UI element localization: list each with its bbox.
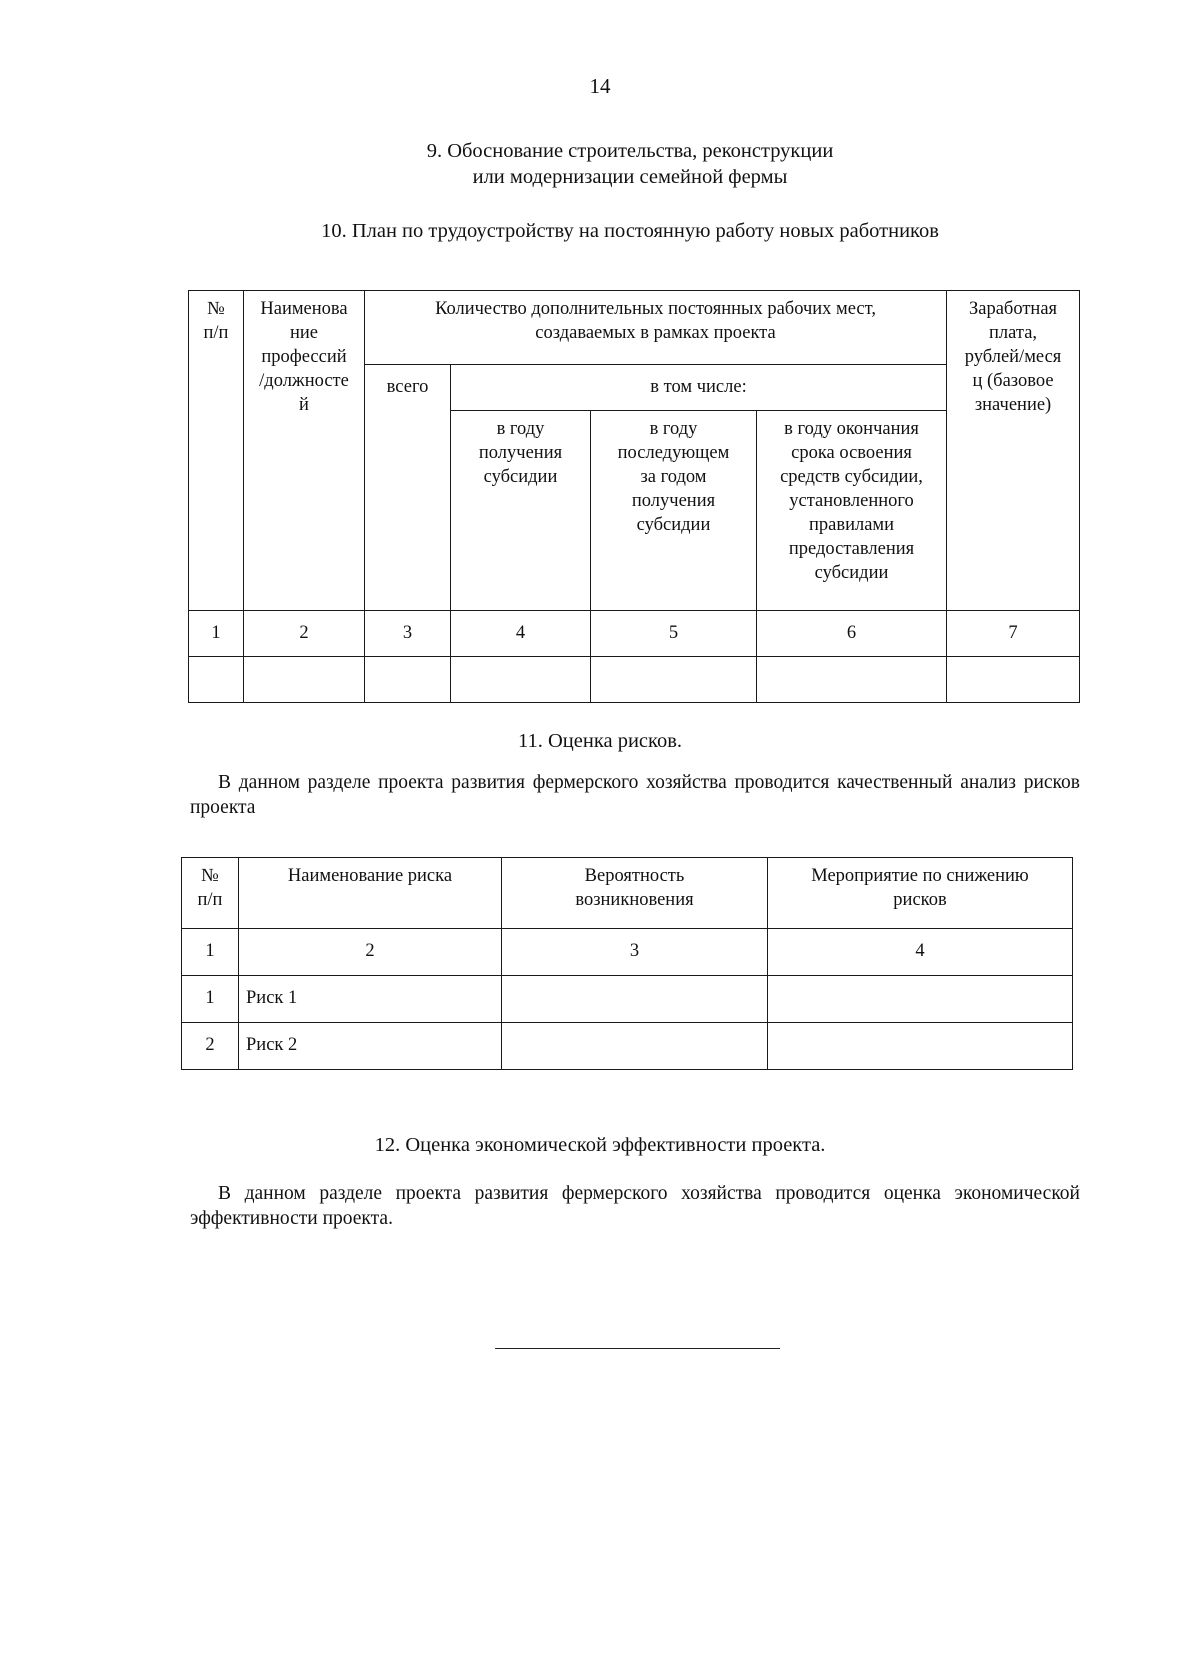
end-divider [495,1348,780,1349]
empty-cell[interactable] [365,657,451,703]
section-11-heading: 11. Оценка рисков. [518,730,682,752]
probability-cell[interactable] [502,976,768,1023]
section-9-heading-line1: 9. Обоснование строительства, реконструкции [426,140,834,162]
col-number: 6 [757,611,947,657]
empty-cell[interactable] [244,657,365,703]
header-salary: Заработная плата, рублей/меся ц (базовое значение) [947,291,1080,611]
empty-cell[interactable] [591,657,757,703]
empty-data-row [189,657,1080,703]
table-row [182,1023,1073,1070]
col-number: 2 [239,929,502,976]
header-quantity: Количество дополнительных постоянных рабочих мест, создаваемых в рамках проекта [365,291,947,365]
header-including: в том числе: [451,365,947,411]
empty-cell[interactable] [757,657,947,703]
probability-cell[interactable] [502,1023,768,1070]
row-number: 1 [182,976,239,1023]
col-number: 1 [189,611,244,657]
header-num: № п/п [182,858,239,929]
empty-cell[interactable] [451,657,591,703]
header-total: всего [365,365,451,611]
col-number: 2 [244,611,365,657]
numbering-row [182,929,1073,976]
risk-name: Риск 1 [239,976,502,1023]
col-number: 3 [502,929,768,976]
section-12-heading: 12. Оценка экономической эффективности проекта. [374,1134,826,1156]
risk-table [181,857,1073,1070]
col-number: 3 [365,611,451,657]
header-probability: Вероятность возникновения [502,858,768,929]
col-number: 5 [591,611,757,657]
section-11-paragraph: В данном разделе проекта развития фермерского хозяйства проводится качественный анализ рисков проекта [190,772,1080,818]
col-number: 7 [947,611,1080,657]
header-year-of-subsidy: в году получения субсидии [451,411,591,611]
col-number: 4 [768,929,1073,976]
risk-name: Риск 2 [239,1023,502,1070]
row-number: 2 [182,1023,239,1070]
section-9-heading [330,138,930,190]
page-number: 14 [589,74,611,98]
mitigation-cell[interactable] [768,1023,1073,1070]
section-9-heading-line2: или модернизации семейной фермы [472,166,788,188]
section-10-heading: 10. План по трудоустройству на постоянную работу новых работников [321,220,939,242]
employment-plan-table [188,290,1080,703]
section-12-paragraph: В данном разделе проекта развития фермерского хозяйства проводится оценка экономической эффективности проекта. [190,1183,1080,1229]
header-num: № п/п [189,291,244,611]
header-mitigation: Мероприятие по снижению рисков [768,858,1073,929]
empty-cell[interactable] [189,657,244,703]
col-number: 4 [451,611,591,657]
header-profession: Наименова ние профессий /должносте й [244,291,365,611]
header-risk-name: Наименование риска [239,858,502,929]
empty-cell[interactable] [947,657,1080,703]
numbering-row [189,611,1080,657]
header-year-of-completion: в году окончания срока освоения средств субсидии, установленного правилами предоставления субсидии [757,411,947,611]
header-year-following: в году последующем за годом получения субсидии [591,411,757,611]
table-row [182,976,1073,1023]
mitigation-cell[interactable] [768,976,1073,1023]
col-number: 1 [182,929,239,976]
